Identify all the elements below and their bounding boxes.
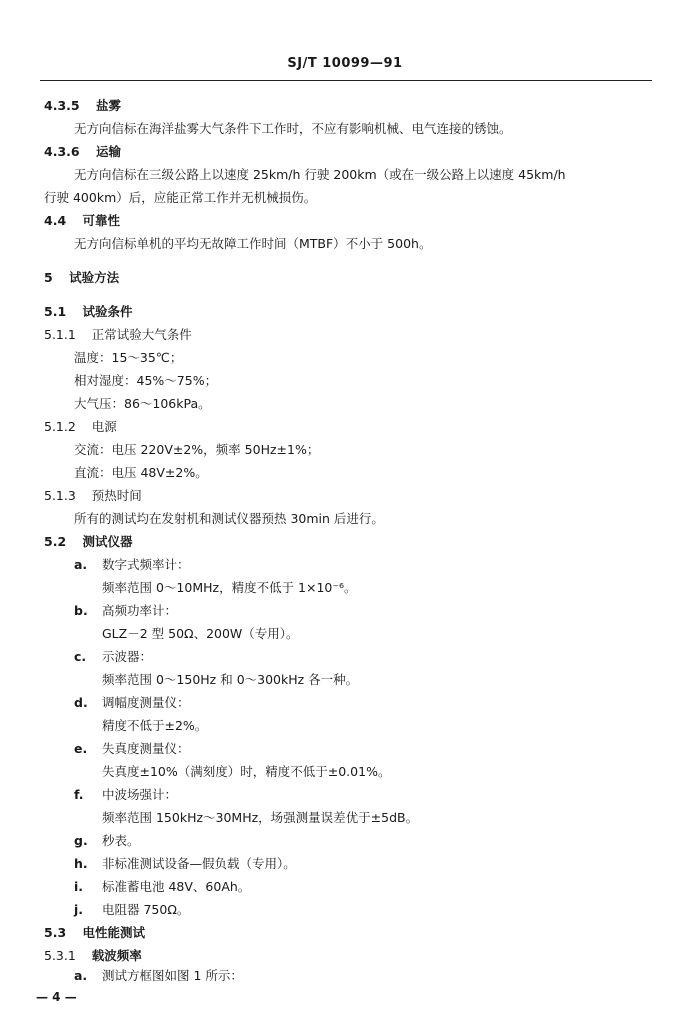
section-number: 4.3.5	[44, 98, 80, 113]
section-title: 盐雾	[95, 98, 121, 113]
section-5-1-2-heading	[44, 419, 117, 435]
section-4-3-6-text-line2: 行驶 400km）后，应能正常工作并无机械损伤。	[44, 190, 317, 205]
instrument-item-j: j. 电阻器 750Ω。	[74, 902, 190, 917]
section-number: 4.3.6	[44, 144, 80, 159]
section-4-4-heading	[44, 213, 120, 229]
section-number: 5.1.1	[44, 327, 76, 342]
section-5-3-heading	[44, 925, 145, 941]
section-5-2-heading	[44, 534, 133, 550]
pressure-line: 大气压：86～106kPa。	[74, 396, 211, 411]
page-number: — 4 —	[36, 990, 77, 1004]
section-number: 5	[44, 270, 53, 285]
temperature-line: 温度：15～35℃；	[74, 350, 183, 365]
section-number: 5.3.1	[44, 948, 76, 963]
section-4-4-text: 无方向信标单机的平均无故障工作时间（MTBF）不小于 500h。	[74, 236, 432, 251]
instrument-item-f: f. 中波场强计：	[74, 787, 178, 802]
section-5-1-heading	[44, 304, 133, 320]
section-number: 5.2	[44, 534, 67, 549]
instrument-item-e-detail: 失真度±10%（满刻度）时，精度不低于±0.01%。	[102, 764, 391, 779]
instrument-item-f-detail: 频率范围 150kHz～30MHz，场强测量误差优于±5dB。	[102, 810, 419, 825]
section-title: 电源	[91, 419, 117, 434]
section-title: 测试仪器	[82, 534, 133, 549]
section-5-3-1-item-a: a. 测试方框图如图 1 所示：	[74, 968, 243, 983]
section-4-3-5-text: 无方向信标在海洋盐雾大气条件下工作时，不应有影响机械、电气连接的锈蚀。	[74, 121, 512, 136]
instrument-item-a-detail: 频率范围 0～10MHz，精度不低于 1×10⁻⁶。	[102, 580, 357, 595]
section-title: 正常试验大气条件	[91, 327, 192, 342]
section-5-1-1-heading	[44, 327, 192, 343]
section-5-3-1-heading	[44, 948, 142, 964]
instrument-item-a: a. 数字式频率计：	[74, 557, 190, 572]
section-title: 运输	[95, 144, 121, 159]
header-rule	[40, 80, 652, 81]
instrument-item-b-detail: GLZ－2 型 50Ω、200W（专用）。	[102, 626, 299, 641]
section-number: 5.1.2	[44, 419, 76, 434]
section-title: 电性能测试	[82, 925, 146, 940]
instrument-item-c-detail: 频率范围 0～150Hz 和 0～300kHz 各一种。	[102, 672, 359, 687]
section-4-3-6-text-line1: 无方向信标在三级公路上以速度 25km/h 行驶 200km（或在一级公路上以速度 45km/h	[74, 167, 566, 182]
ac-power-line: 交流：电压 220V±2%，频率 50Hz±1%；	[74, 442, 320, 457]
preheat-text: 所有的测试均在发射机和测试仪器预热 30min 后进行。	[74, 511, 384, 526]
section-4-3-6-heading	[44, 144, 121, 160]
instrument-item-d: d. 调幅度测量仪：	[74, 695, 190, 710]
section-number: 5.1	[44, 304, 67, 319]
instrument-item-d-detail: 精度不低于±2%。	[102, 718, 208, 733]
instrument-item-e: e. 失真度测量仪：	[74, 741, 190, 756]
section-4-3-5-heading	[44, 98, 121, 114]
instrument-item-c: c. 示波器：	[74, 649, 153, 664]
section-number: 5.3	[44, 925, 67, 940]
section-title: 可靠性	[82, 213, 121, 228]
dc-power-line: 直流：电压 48V±2%。	[74, 465, 208, 480]
section-5-1-3-heading	[44, 488, 142, 504]
section-title: 载波频率	[91, 948, 142, 963]
section-title: 试验条件	[82, 304, 133, 319]
section-title: 试验方法	[69, 270, 120, 285]
section-title: 预热时间	[91, 488, 142, 503]
instrument-item-g: g. 秒表。	[74, 833, 140, 848]
section-number: 4.4	[44, 213, 67, 228]
instrument-item-i: i. 标准蓄电池 48V、60Ah。	[74, 879, 251, 894]
instrument-item-b: b. 高频功率计：	[74, 603, 178, 618]
instrument-item-h: h. 非标准测试设备—假负载（专用）。	[74, 856, 296, 871]
section-5-heading	[44, 270, 119, 286]
standard-code-header: SJ/T 10099—91	[287, 56, 403, 71]
section-number: 5.1.3	[44, 488, 76, 503]
humidity-line: 相对湿度：45%～75%；	[74, 373, 218, 388]
